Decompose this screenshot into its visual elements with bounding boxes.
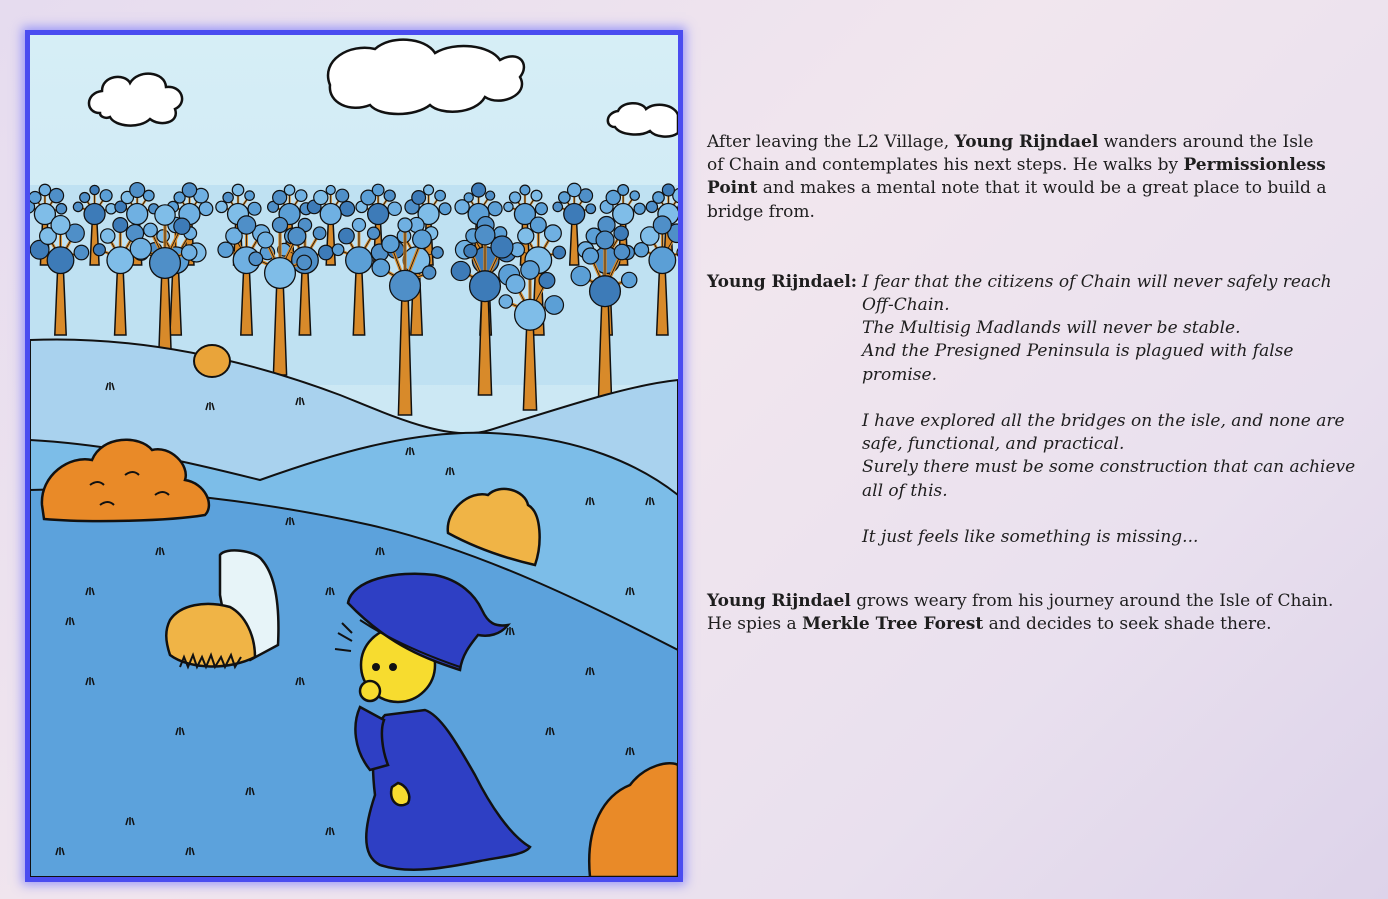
dialogue-line: And the Presigned Peninsula is plagued with false promise. xyxy=(862,341,1294,385)
dialogue-lines xyxy=(862,271,1357,549)
narration-text: wanders around the Isle of Chain and contemplates his next steps. He walks by xyxy=(707,132,1314,176)
character-name: Young Rijndael xyxy=(954,132,1099,152)
distant-bush xyxy=(194,345,230,377)
dialogue-line: Surely there must be some construction that can achieve all of this. xyxy=(862,457,1356,501)
cloud xyxy=(608,103,678,136)
character-name: Young Rijndael xyxy=(707,590,851,611)
forest-illustration xyxy=(25,30,683,882)
dialogue-line: It just feels like something is missing... xyxy=(862,527,1199,548)
narration-text: and decides to seek shade there. xyxy=(983,614,1272,635)
narration-text: and makes a mental note that it would be a great place to build a bridge from. xyxy=(707,178,1327,222)
dialogue-line: I fear that the citizens of Chain will never safely reach Off-Chain. xyxy=(862,271,1332,316)
narration-text: After leaving the L2 Village, xyxy=(707,132,955,152)
narration-text: grows weary from his journey around the Isle of Chain. He spies a xyxy=(707,590,1334,635)
story-text xyxy=(707,131,1357,636)
dialogue-block xyxy=(707,271,1357,548)
narration-paragraph xyxy=(707,590,1337,636)
dialogue-line: I have explored all the bridges on the isle, and none are safe, functional, and practical. xyxy=(862,411,1345,455)
place-name: Permissionless Point xyxy=(707,155,1326,199)
dialogue-speaker: Young Rijndael: xyxy=(707,271,858,292)
dialogue-line: The Multisig Madlands will never be stable. xyxy=(862,318,1241,339)
place-name: Merkle Tree Forest xyxy=(802,614,984,635)
narration-paragraph xyxy=(707,131,1327,224)
